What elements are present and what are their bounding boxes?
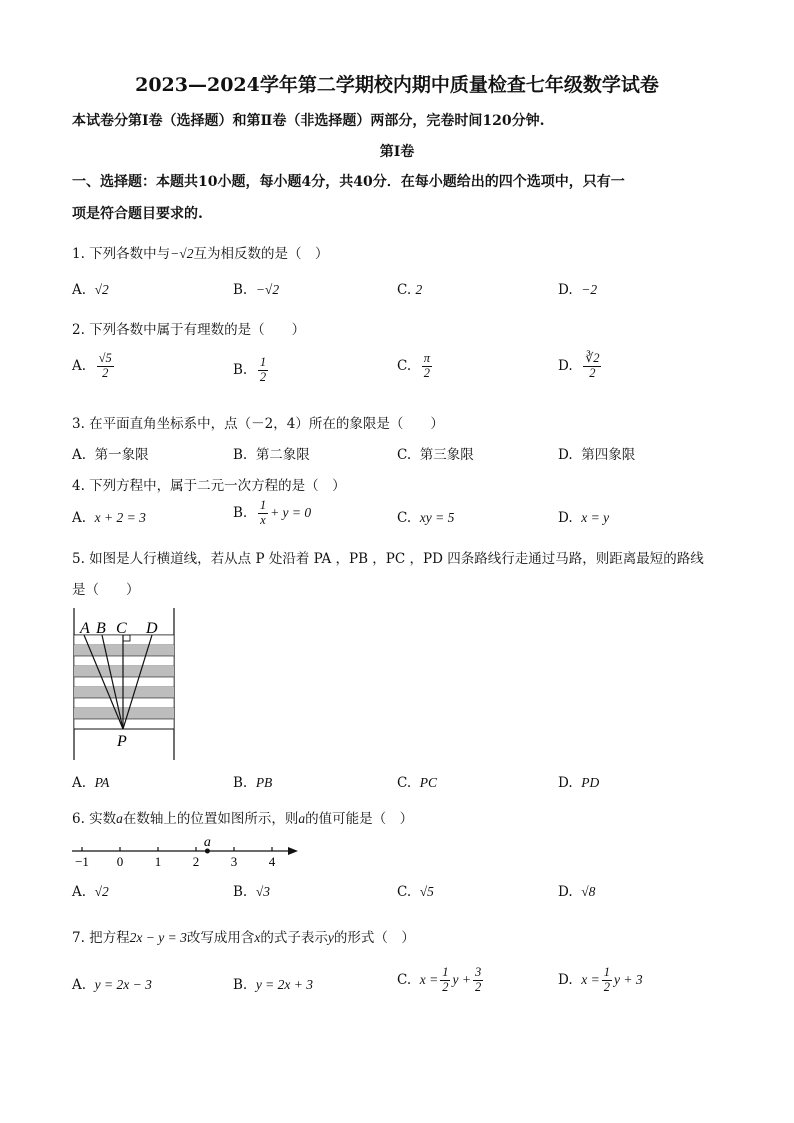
question-4-option-d: D. x = y	[558, 510, 610, 526]
question-2-option-a: A. $\frac{√5}{2}$	[72, 351, 112, 380]
number-line	[68, 832, 304, 872]
axis-tick-label: 2	[192, 854, 200, 869]
question-6-option-d: D. √8	[558, 884, 596, 900]
question-7-option-a: A. y = 2x − 3	[72, 977, 152, 993]
question-1-stem-a: 1. 下列各数中与	[72, 246, 171, 262]
question-1-option-a: A. √2	[72, 282, 109, 298]
question-5-option-a: A. PA	[72, 775, 110, 791]
question-2-option-c: C. $\frac{\pi}{2}$	[397, 351, 430, 380]
question-5-stem-line2: 是（ ）	[72, 582, 140, 598]
section-heading-line1: 一、选择题：本题共10小题，每小题4分，共40分．在每小题给出的四个选项中，只有一	[72, 174, 625, 190]
question-4-option-a: A. x + 2 = 3	[72, 510, 146, 526]
question-1-stem	[72, 242, 328, 262]
question-1-option-c: C. 2	[397, 282, 423, 298]
question-5-option-b: B. PB	[233, 775, 273, 791]
question-7-option-b: B. y = 2x + 3	[233, 977, 314, 993]
question-3-option-a: A. 第一象限	[72, 447, 149, 463]
question-4-option-b: B. $\frac{1}{x}$ + y = 0	[233, 498, 312, 527]
label-d: D	[146, 620, 158, 637]
point-a-label: a	[203, 835, 211, 850]
axis-tick-label: −1	[75, 854, 89, 869]
question-2-option-b: B. $\frac{1}{2}$	[233, 355, 267, 384]
arrow-head	[288, 847, 298, 855]
question-1-option-d: D. −2	[558, 282, 598, 298]
question-2-option-d: D. $\frac{∛2}{2}$	[558, 351, 600, 380]
exam-intro: 本试卷分第Ⅰ卷（选择题）和第Ⅱ卷（非选择题）两部分，完卷时间120分钟.	[72, 113, 545, 129]
question-6-option-b: B. √3	[233, 884, 270, 900]
question-3-option-d: D. 第四象限	[558, 447, 636, 463]
label-p: P	[117, 733, 127, 750]
question-4-option-c: C. xy = 5	[397, 510, 455, 526]
question-2-stem: 2. 下列各数中属于有理数的是（ ）	[72, 322, 306, 338]
question-4-stem: 4. 下列方程中，属于二元一次方程的是（ ）	[72, 478, 346, 494]
part-heading: 第Ⅰ卷	[379, 144, 415, 160]
question-7-option-d: D. x = $\frac{1}{2}$ y + 3	[558, 965, 643, 994]
axis-tick-label: 0	[116, 854, 124, 869]
label-a: A	[80, 620, 90, 637]
question-7-option-c: C. x = $\frac{1}{2}$ y + $\frac{3}{2}$	[397, 965, 482, 994]
question-3-option-b: B. 第二象限	[233, 447, 310, 463]
question-5-option-d: D. PD	[558, 775, 600, 791]
axis-tick-label: 1	[154, 854, 162, 869]
question-6-stem: 6. 实数a在数轴上的位置如图所示，则a的值可能是（ ）	[72, 811, 414, 827]
label-c: C	[116, 620, 127, 637]
question-7-stem: 7. 把方程2x − y = 3改写成用含x的式子表示y的形式（ ）	[72, 930, 415, 946]
crosswalk-stripes	[74, 635, 174, 729]
exam-title: 2023—2024学年第二学期校内期中质量检查七年级数学试卷	[135, 74, 659, 96]
question-3-option-c: C. 第三象限	[397, 447, 474, 463]
question-1-value: −√2	[170, 246, 194, 261]
question-1-option-b: B. −√2	[233, 282, 280, 298]
crosswalk-figure	[68, 604, 180, 762]
axis-tick-label: 4	[268, 854, 276, 869]
question-6-option-c: C. √5	[397, 884, 434, 900]
question-1-stem-b: 互为相反数的是（ ）	[193, 246, 329, 262]
question-6-option-a: A. √2	[72, 884, 109, 900]
label-b: B	[96, 620, 106, 637]
question-5-option-c: C. PC	[397, 775, 437, 791]
question-5-stem-line1: 5. 如图是人行横道线，若从点 P 处沿着 PA ，PB ，PC ，PD 四条路线行走通过马路，则距离最短的路线	[72, 551, 704, 567]
section-heading-line2: 项是符合题目要求的.	[72, 206, 203, 222]
axis-tick-label: 3	[230, 854, 238, 869]
question-3-stem: 3. 在平面直角坐标系中，点（－2，4）所在的象限是（ ）	[72, 416, 444, 432]
